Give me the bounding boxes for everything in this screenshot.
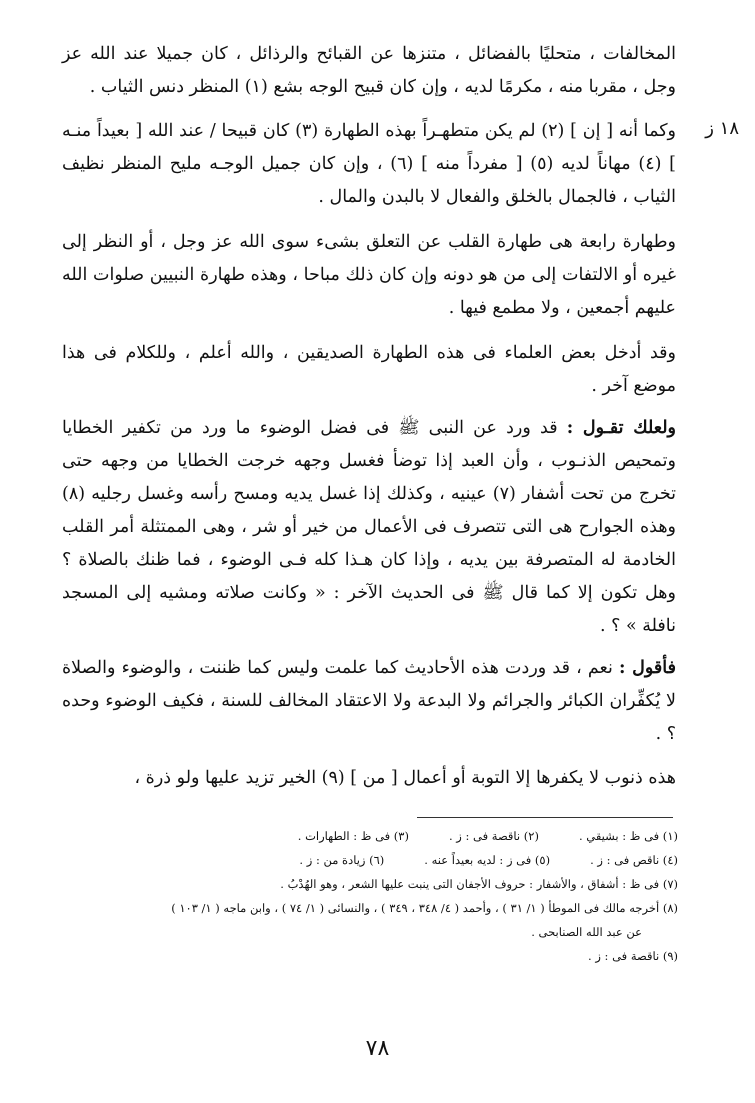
body-text-4 — [62, 337, 676, 403]
body-text-7 — [62, 762, 676, 795]
footnote-5: (٥) فى ز : لديه بعيداً عنه . — [424, 853, 551, 867]
paragraph-4: وقد أدخل بعض العلماء فى هذه الطهارة الصديقين ، والله أعلم ، وللكلام فى هذا موضع آخر . — [62, 343, 676, 396]
paragraph-1: المخالفات ، متحليًا بالفضائل ، متنزها عن القبائح والرذائل ، كان جميلا عند الله عز وجل ، مقربا منه ، مكرمًا لديه ، وإن كان قبيح الوجه بشع (١) المنظر دنس الثياب . — [62, 44, 676, 97]
body-text-6 — [62, 652, 676, 751]
last-paragraph: هذه ذنوب لا يكفرها إلا التوبة أو أعمال [ من ] (٩) الخير تزيد عليها ولو ذرة ، — [134, 768, 676, 788]
footnotes — [52, 824, 678, 968]
question-lead: ولعلك تقـول : — [566, 418, 676, 438]
answer-lead: فأقول : — [619, 658, 676, 678]
footnote-row-1 — [52, 824, 678, 848]
page-number: ٧٨ — [365, 1036, 390, 1061]
question-text: قد ورد عن النبى ﷺ فى فضل الوضوء ما ورد من تكفير الخطايا وتمحيص الذنـوب ، وأن العبد إذا توضأ فغسل وجهه خرجت الخطايا من وجهه حتى تخرج من تحت أشفار (٧) عينيه ، وكذلك إذا غسل يديه ومسح رأسه وغسل رجليه (٨) وهذه الجوارح هى التى تتصرف فى الأعمال من خير أو شر ، وهى الممتثلة أمر القلب الخادمة له المتصرفة بين يديه ، وإذا كان هـذا كله فـى الوضوء ، فما ظنك بالصلاة ؟ وهل تكون إلا كما قال ﷺ فى الحديث الآخر : « وكانت صلاته ومشيه إلى المسجد نافلة » ؟ . — [62, 418, 676, 636]
paragraph-2: وكما أنه [ إن ] (٢) لم يكن متطهـراً بهذه الطهارة (٣) كان قبيحا / عند الله [ بعيداً منـه ] (٤) مهاناً لديه (٥) [ مفرداً منه ] (٦) ، وإن كان جميل الوجـه مليح المنظر نظيف الثياب ، فالجمال بالخلق والفعال لا بالبدن والمال . — [62, 121, 676, 207]
footnote-8-continued: عن عبد الله الصنابحى . — [531, 925, 642, 939]
body-text-3 — [62, 226, 676, 325]
footnote-9: (٩) ناقصة فى : ز . — [588, 949, 678, 963]
footnote-4: (٤) ناقص فى : ز . — [590, 853, 678, 867]
body-text-2 — [62, 115, 676, 214]
margin-reference: ١٨ ز — [705, 118, 739, 139]
answer-paragraph — [62, 652, 676, 751]
footnote-3: (٣) فى ظ : الطهارات . — [297, 829, 409, 843]
footnote-8: (٨) أخرجه مالك فى الموطأ ( ١/ ٣١ ) ، وأحمد ( ٤/ ٣٤٨ ، ٣٤٩ ) ، والنسائى ( ١/ ٧٤ ) ، وابن ماجه ( ١/ ١٠٣ ) — [171, 901, 678, 915]
paragraph-3: وطهارة رابعة هى طهارة القلب عن التعلق بشىء سوى الله عز وجل ، أو النظر إلى غيره أو الالتفات إلى من هو دونه وإن كان ذلك مباحا ، وهذه طهارة النبيين صلوات الله عليهم أجمعين ، ولا مطمع فيها . — [62, 232, 676, 318]
body-text-5 — [62, 412, 676, 643]
footnote-separator — [417, 817, 673, 818]
question-paragraph — [62, 412, 676, 643]
footnote-7: (٧) فى ظ : أشفاق ، والأشفار : حروف الأجفان التى ينبت عليها الشعر ، وهو الهُدْبُ . — [280, 877, 678, 891]
body-text-1 — [62, 38, 676, 104]
footnote-6: (٦) زيادة من : ز . — [299, 853, 385, 867]
footnote-row-2 — [52, 848, 678, 872]
footnote-1: (١) فى ظ : بشيقي . — [578, 829, 678, 843]
answer-text: نعم ، قد وردت هذه الأحاديث كما علمت وليس كما ظننت ، والوضوء والصلاة لا يُكفِّران الكبائر والجرائم ولا البدعة ولا الاعتقاد المخالف للسنة ، فكيف الوضوء وحده ؟ . — [62, 658, 676, 744]
footnote-2: (٢) ناقصة فى : ز . — [448, 829, 539, 843]
